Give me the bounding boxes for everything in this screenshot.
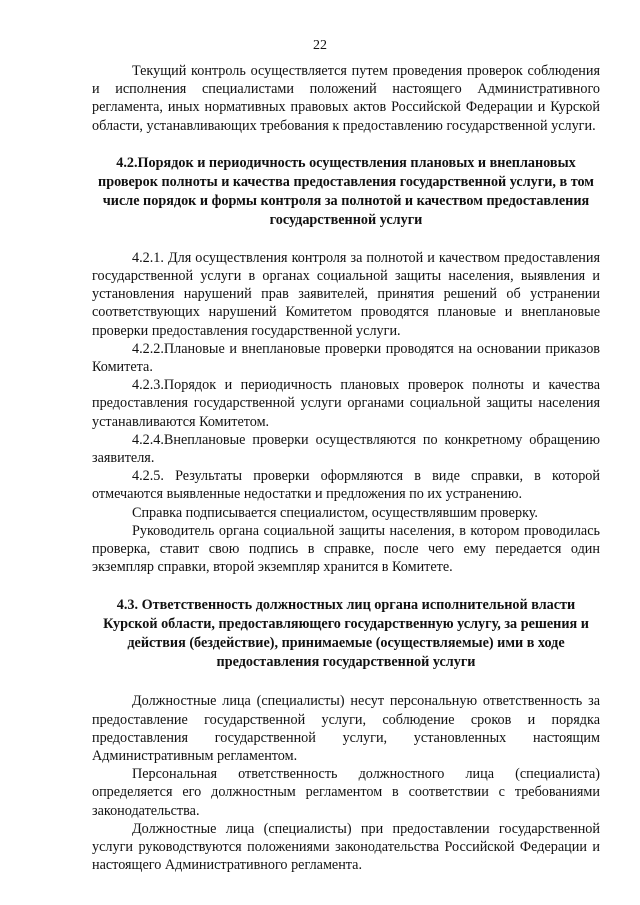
page-content: [92, 62, 600, 875]
paragraph-4-2-2: 4.2.2.Плановые и внеплановые проверки проводятся на основании приказов Комитета.: [92, 340, 600, 376]
paragraph-responsibility: Должностные лица (специалисты) несут персональную ответственность за предоставление государственной услуги, соблюдение сроков и порядка предоставления государственной услуги, установленных настоящим Административным регламентом.: [92, 693, 600, 765]
section-4-3-heading: 4.3. Ответственность должностных лиц органа исполнительной власти Курской области, предоставляющего государственную услугу, за решения и действия (бездействие), принимаемые (осуществляемые) ими в ходе предоставления государственной услуги: [103, 597, 589, 671]
section-4-2-heading: 4.2.Порядок и периодичность осуществления плановых и внеплановых проверок полноты и качества предоставления государственной услуги, в том числе порядок и формы контроля за полнотой и качеством предоставления государственной услуги: [98, 154, 594, 228]
paragraph-4-2-4: 4.2.4.Внеплановые проверки осуществляются по конкретному обращению заявителя.: [92, 431, 600, 467]
paragraph-report-signed: Справка подписывается специалистом, осуществлявшим проверку.: [132, 504, 538, 521]
paragraph-4-2-5: 4.2.5. Результаты проверки оформляются в виде справки, в которой отмечаются выявленные недостатки и предложения по их устранению.: [92, 468, 600, 503]
paragraph-legislation: Должностные лица (специалисты) при предоставлении государственной услуги руководствуются положениями законодательства Российской Федерации и настоящего Административного регламента.: [92, 820, 600, 874]
intro-paragraph: Текущий контроль осуществляется путем проведения проверок соблюдения и исполнения специалистами положений настоящего Административного регламента, иных нормативных правовых актов Российской Федерации и Курской области, устанавливающих требования к предоставлению государственной услуги.: [92, 63, 600, 134]
paragraph-head-signature: Руководитель органа социальной защиты населения, в котором проводилась проверка, ставит свою подпись в справке, после чего ему передается один экземпляр справки, второй экземпляр хранится в Комитете.: [92, 522, 600, 576]
paragraph-personal-responsibility: Персональная ответственность должностного лица (специалиста) определяется его должностным регламентом в соответствии с требованиями законодательства.: [92, 766, 600, 819]
paragraph-4-2-1: 4.2.1. Для осуществления контроля за полнотой и качеством предоставления государственной услуги в органах социальной защиты населения, выявления и установления нарушений прав заявителей, принятия решений об устранении соответствующих нарушений Комитетом проводятся плановые и внеплановые проверки предоставления государственной услуги.: [92, 249, 600, 339]
page-number: 22: [313, 38, 327, 53]
paragraph-4-2-3: 4.2.3.Порядок и периодичность плановых проверок полноты и качества предоставления государственной услуги органами социальной защиты населения устанавливаются Комитетом.: [92, 377, 600, 430]
